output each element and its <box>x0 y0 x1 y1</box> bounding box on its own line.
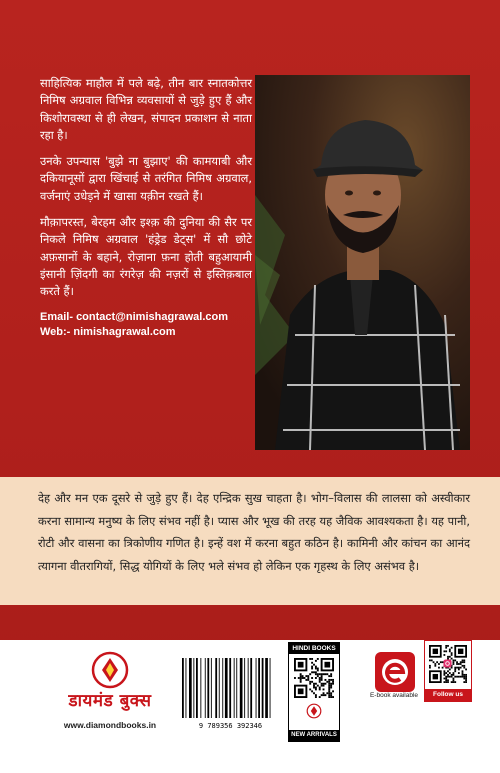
qr-module <box>465 674 467 676</box>
qr-module <box>445 676 447 678</box>
contact-info <box>40 310 252 340</box>
qr-module <box>463 678 465 680</box>
qr-module <box>433 649 438 654</box>
qr-module <box>300 677 302 679</box>
qr-module <box>453 659 455 661</box>
qr-module <box>330 696 332 698</box>
barcode-bar <box>186 658 187 718</box>
qr-module <box>453 674 455 676</box>
qr-module <box>311 671 313 673</box>
qr-module <box>321 675 323 677</box>
qr-module <box>456 663 458 665</box>
bio-paragraph-3: मौक़ापरस्त, बेरहम और इश्क़ की दुनिया की सैर पर निकले निमिष अग्रवाल 'हंड्रेड डेट्स' में सौ छोटे अफ़सानों के बहाने, रोज़ाना फ़ना होती बहुआयामी इंसानी ज़िंदगी का रंगरेज़ की नज़रों से इस्तिक़बाल करते हैं। <box>40 215 252 299</box>
qr-module <box>309 688 311 690</box>
follow-us-qr-box[interactable] <box>424 640 472 702</box>
instagram-icon <box>443 659 452 668</box>
qr-module <box>328 681 330 683</box>
qr-module <box>465 681 467 683</box>
qr-code-icon <box>294 658 334 698</box>
blurb-text: देह और मन एक दूसरे से जुड़े हुए हैं। देह एन्द्रिक सुख चाहता है। भोग–विलास की लालसा को अस्वीकार करना सामान्य मनुष्य के लिए संभव नहीं है। प्यास और भूख की तरह यह जैविक आवश्यकता है। यह पानी, रोटी और वासना का त्रिकोणीय गणित है। इन्हें वश में करना बहुत कठिन है। कामिनी और कांचन का आनंद त्यागना वीतरागियों, सिद्ध योगियों के लिए भले संभव हो लेकिन एक गृहस्थ के लिए असंभव है। <box>38 491 470 573</box>
qr-module <box>313 683 315 685</box>
qr-module <box>315 694 317 696</box>
qr-module <box>451 681 453 683</box>
qr-module <box>447 645 449 647</box>
qr-module <box>330 685 332 687</box>
qr-module <box>451 674 453 676</box>
qr-module <box>324 679 326 681</box>
qr-module <box>429 667 431 669</box>
qr-module <box>453 678 455 680</box>
qr-module <box>443 670 445 672</box>
qr-module <box>458 649 463 654</box>
qr-module <box>456 667 458 669</box>
qr-module <box>313 671 315 673</box>
qr-module <box>434 663 436 665</box>
qr-module <box>330 692 332 694</box>
qr-module <box>330 687 332 689</box>
qr-module <box>328 688 330 690</box>
qr-module <box>433 674 438 679</box>
qr-module <box>332 683 334 685</box>
qr-module <box>309 658 311 660</box>
qr-module <box>323 673 325 675</box>
barcode-icon <box>178 656 283 720</box>
qr-module <box>324 673 326 675</box>
qr-module <box>462 665 464 667</box>
author-portrait <box>255 75 470 450</box>
qr-module <box>463 661 465 663</box>
qr-module <box>315 671 317 673</box>
qr-module <box>307 679 309 681</box>
bio-paragraph-2: उनके उपन्यास 'बुझे ना बुझाए' की कामयाबी और दकियानूसों द्वारा खिंचाई से तरंगित निमिष अग्रवाल, वर्जनाएं उधेड़ने में खासा यक़ीन रखते हैं। <box>40 154 252 203</box>
qr-module <box>436 661 438 663</box>
qr-module <box>465 678 467 680</box>
qr-module <box>445 645 447 647</box>
barcode-bar <box>265 658 268 718</box>
qr-module <box>465 679 467 681</box>
qr-module <box>447 674 449 676</box>
qr-module <box>319 696 321 698</box>
hindi-books-label: HINDI BOOKS <box>289 643 339 654</box>
qr-module <box>449 669 451 671</box>
qr-module <box>326 681 328 683</box>
qr-module <box>324 694 326 696</box>
barcode-bar <box>211 658 212 718</box>
barcode-bar <box>215 658 217 718</box>
qr-module <box>451 654 453 656</box>
qr-module <box>324 662 330 668</box>
qr-module <box>330 679 332 681</box>
qr-module <box>298 662 304 668</box>
qr-module <box>323 688 325 690</box>
barcode-bar <box>229 658 231 718</box>
qr-module <box>300 673 302 675</box>
qr-module <box>462 670 464 672</box>
qr-module <box>315 696 317 698</box>
qr-module <box>319 681 321 683</box>
qr-module <box>445 679 447 681</box>
barcode-bar <box>262 658 264 718</box>
qr-module <box>309 683 311 685</box>
qr-module <box>463 681 465 683</box>
qr-module <box>315 668 317 670</box>
barcode-bar <box>205 658 206 718</box>
qr-module <box>454 669 456 671</box>
qr-module <box>445 650 447 652</box>
qr-module <box>443 681 445 683</box>
qr-module <box>317 658 319 660</box>
qr-module <box>300 679 302 681</box>
qr-module <box>330 673 332 675</box>
barcode-bar <box>248 658 249 718</box>
qr-module <box>319 687 321 689</box>
qr-module <box>323 692 325 694</box>
qr-module <box>456 661 458 663</box>
qr-module <box>458 676 460 678</box>
barcode-bar <box>240 658 243 718</box>
qr-module <box>304 677 306 679</box>
qr-module <box>332 696 334 698</box>
qr-module <box>319 677 321 679</box>
qr-module <box>434 665 436 667</box>
qr-module <box>305 679 307 681</box>
qr-module <box>458 669 460 671</box>
qr-module <box>433 661 435 663</box>
qr-module <box>328 692 330 694</box>
qr-module <box>453 679 455 681</box>
qr-module <box>438 663 440 665</box>
qr-module <box>313 692 315 694</box>
barcode-bar <box>207 658 209 718</box>
qr-module <box>330 694 332 696</box>
qr-module <box>317 685 319 687</box>
qr-module <box>321 677 323 679</box>
qr-module <box>449 656 451 658</box>
qr-module <box>447 679 449 681</box>
qr-module <box>449 672 451 674</box>
qr-module <box>311 677 313 679</box>
qr-module <box>465 676 467 678</box>
qr-module <box>302 677 304 679</box>
qr-module <box>319 688 321 690</box>
qr-module <box>321 694 323 696</box>
barcode-bar <box>200 658 201 718</box>
qr-module <box>315 683 317 685</box>
follow-us-label: Follow us <box>425 689 471 701</box>
qr-module <box>458 663 460 665</box>
barcode-bar <box>250 658 252 718</box>
qr-module <box>454 667 456 669</box>
web-link[interactable]: Web:- nimishagrawal.com <box>40 325 176 338</box>
barcode-digits: 9 789356 392346 <box>198 722 263 730</box>
qr-module <box>317 675 319 677</box>
qr-module <box>330 683 332 685</box>
qr-module <box>294 677 296 679</box>
barcode-bar <box>270 658 271 718</box>
barcode-bar <box>222 658 223 718</box>
qr-module <box>323 683 325 685</box>
qr-module <box>326 673 328 675</box>
qr-module <box>311 668 313 670</box>
qr-module <box>321 685 323 687</box>
qr-module <box>305 675 307 677</box>
qr-module <box>332 681 334 683</box>
qr-module <box>445 647 447 649</box>
qr-module <box>460 663 462 665</box>
author-bio <box>40 75 252 340</box>
qr-module <box>447 681 449 683</box>
qr-module <box>332 679 334 681</box>
qr-module <box>447 656 449 658</box>
qr-module <box>458 667 460 669</box>
ebook-caption: E-book available <box>369 692 419 699</box>
publisher-name: डायमंड बुक्स <box>68 691 152 711</box>
qr-module <box>443 678 445 680</box>
author-portrait-icon <box>255 75 470 450</box>
publisher-logo[interactable] <box>40 650 180 740</box>
qr-module <box>315 688 317 690</box>
qr-module <box>447 670 449 672</box>
barcode-bar <box>189 658 192 718</box>
qr-module <box>311 690 313 692</box>
qr-module <box>463 676 465 678</box>
qr-module <box>311 666 313 668</box>
qr-module <box>302 675 304 677</box>
qr-module <box>443 674 445 676</box>
qr-module <box>328 683 330 685</box>
barcode-bar <box>193 658 194 718</box>
new-arrivals-label: NEW ARRIVALS <box>289 730 339 741</box>
barcode-bar <box>182 658 184 718</box>
qr-module <box>453 663 455 665</box>
diamond-lotus-icon <box>306 703 322 719</box>
qr-module <box>319 679 321 681</box>
qr-module <box>315 660 317 662</box>
qr-module <box>453 672 455 674</box>
qr-module <box>458 672 460 674</box>
qr-module <box>451 652 453 654</box>
qr-module <box>321 673 323 675</box>
qr-module <box>454 681 456 683</box>
qr-module <box>309 673 311 675</box>
barcode-bar <box>219 658 220 718</box>
qr-module <box>463 667 465 669</box>
qr-module <box>317 669 319 671</box>
qr-module <box>454 670 456 672</box>
qr-module <box>317 673 319 675</box>
qr-module <box>453 661 455 663</box>
qr-module <box>298 688 304 694</box>
qr-module <box>328 687 330 689</box>
qr-module <box>447 676 449 678</box>
qr-module <box>323 685 325 687</box>
qr-module <box>313 687 315 689</box>
isbn-barcode <box>178 656 283 732</box>
qr-module <box>313 664 315 666</box>
qr-module <box>443 672 445 674</box>
qr-module <box>298 677 300 679</box>
qr-module <box>460 676 462 678</box>
qr-module <box>438 667 440 669</box>
barcode-bar <box>236 658 237 718</box>
barcode-bar <box>196 658 198 718</box>
qr-module <box>328 675 330 677</box>
qr-module <box>462 661 464 663</box>
barcode-bar <box>225 658 228 718</box>
qr-module <box>429 659 431 661</box>
qr-module <box>454 659 456 661</box>
qr-module <box>453 681 455 683</box>
qr-module <box>456 676 458 678</box>
qr-module <box>443 654 445 656</box>
qr-module <box>445 672 447 674</box>
hindi-books-qr-box[interactable] <box>288 642 340 742</box>
qr-module <box>463 659 465 661</box>
bottom-strip <box>0 640 500 773</box>
barcode-bar <box>258 658 260 718</box>
qr-module <box>324 683 326 685</box>
qr-module <box>328 690 330 692</box>
qr-module <box>328 696 330 698</box>
qr-module <box>300 675 302 677</box>
qr-module <box>460 661 462 663</box>
qr-module <box>319 673 321 675</box>
qr-module <box>313 685 315 687</box>
qr-module <box>315 677 317 679</box>
diamond-lotus-icon <box>90 650 130 690</box>
qr-module <box>315 687 317 689</box>
qr-module <box>460 667 462 669</box>
qr-module <box>443 650 445 652</box>
bio-paragraph-1: साहित्यिक माहौल में पले बढ़े, तीन बार स्नातकोत्तर निमिष अग्रवाल विभिन्न व्यवसायों से जुड़े हुए हैं और किशोरावस्था से ही लेखन, संपादन प्रकाशन से नाता रहा है। <box>40 76 252 142</box>
qr-module <box>449 650 451 652</box>
qr-module <box>307 675 309 677</box>
barcode-bar <box>256 658 257 718</box>
qr-module <box>429 665 431 667</box>
qr-module <box>465 669 467 671</box>
barcode-bar <box>234 658 235 718</box>
blurb-panel <box>0 477 500 605</box>
publisher-url[interactable]: www.diamondbooks.in <box>63 720 157 730</box>
qr-module <box>309 681 311 683</box>
qr-module <box>463 674 465 676</box>
qr-module <box>462 674 464 676</box>
qr-module <box>311 681 313 683</box>
qr-module <box>317 668 319 670</box>
qr-module <box>311 662 313 664</box>
qr-module <box>440 661 442 663</box>
qr-module <box>449 676 451 678</box>
qr-module <box>323 694 325 696</box>
qr-module <box>449 649 451 651</box>
qr-module <box>454 676 456 678</box>
qr-module <box>315 673 317 675</box>
qr-module <box>330 675 332 677</box>
qr-module <box>321 683 323 685</box>
qr-module <box>445 681 447 683</box>
qr-module <box>328 685 330 687</box>
qr-module <box>462 676 464 678</box>
qr-module <box>462 659 464 661</box>
barcode-bar <box>244 658 245 718</box>
email-link[interactable]: Email- contact@nimishagrawal.com <box>40 310 228 323</box>
qr-module <box>451 676 453 678</box>
qr-module <box>328 679 330 681</box>
qr-module <box>300 681 302 683</box>
qr-module <box>431 659 433 661</box>
qr-module <box>462 672 464 674</box>
qr-module <box>445 678 447 680</box>
qr-module <box>326 692 328 694</box>
qr-module <box>451 647 453 649</box>
qr-module <box>321 679 323 681</box>
qr-module <box>328 694 330 696</box>
qr-module <box>311 658 313 660</box>
qr-module <box>307 677 309 679</box>
qr-module <box>315 666 317 668</box>
qr-module <box>332 690 334 692</box>
qr-module <box>463 665 465 667</box>
